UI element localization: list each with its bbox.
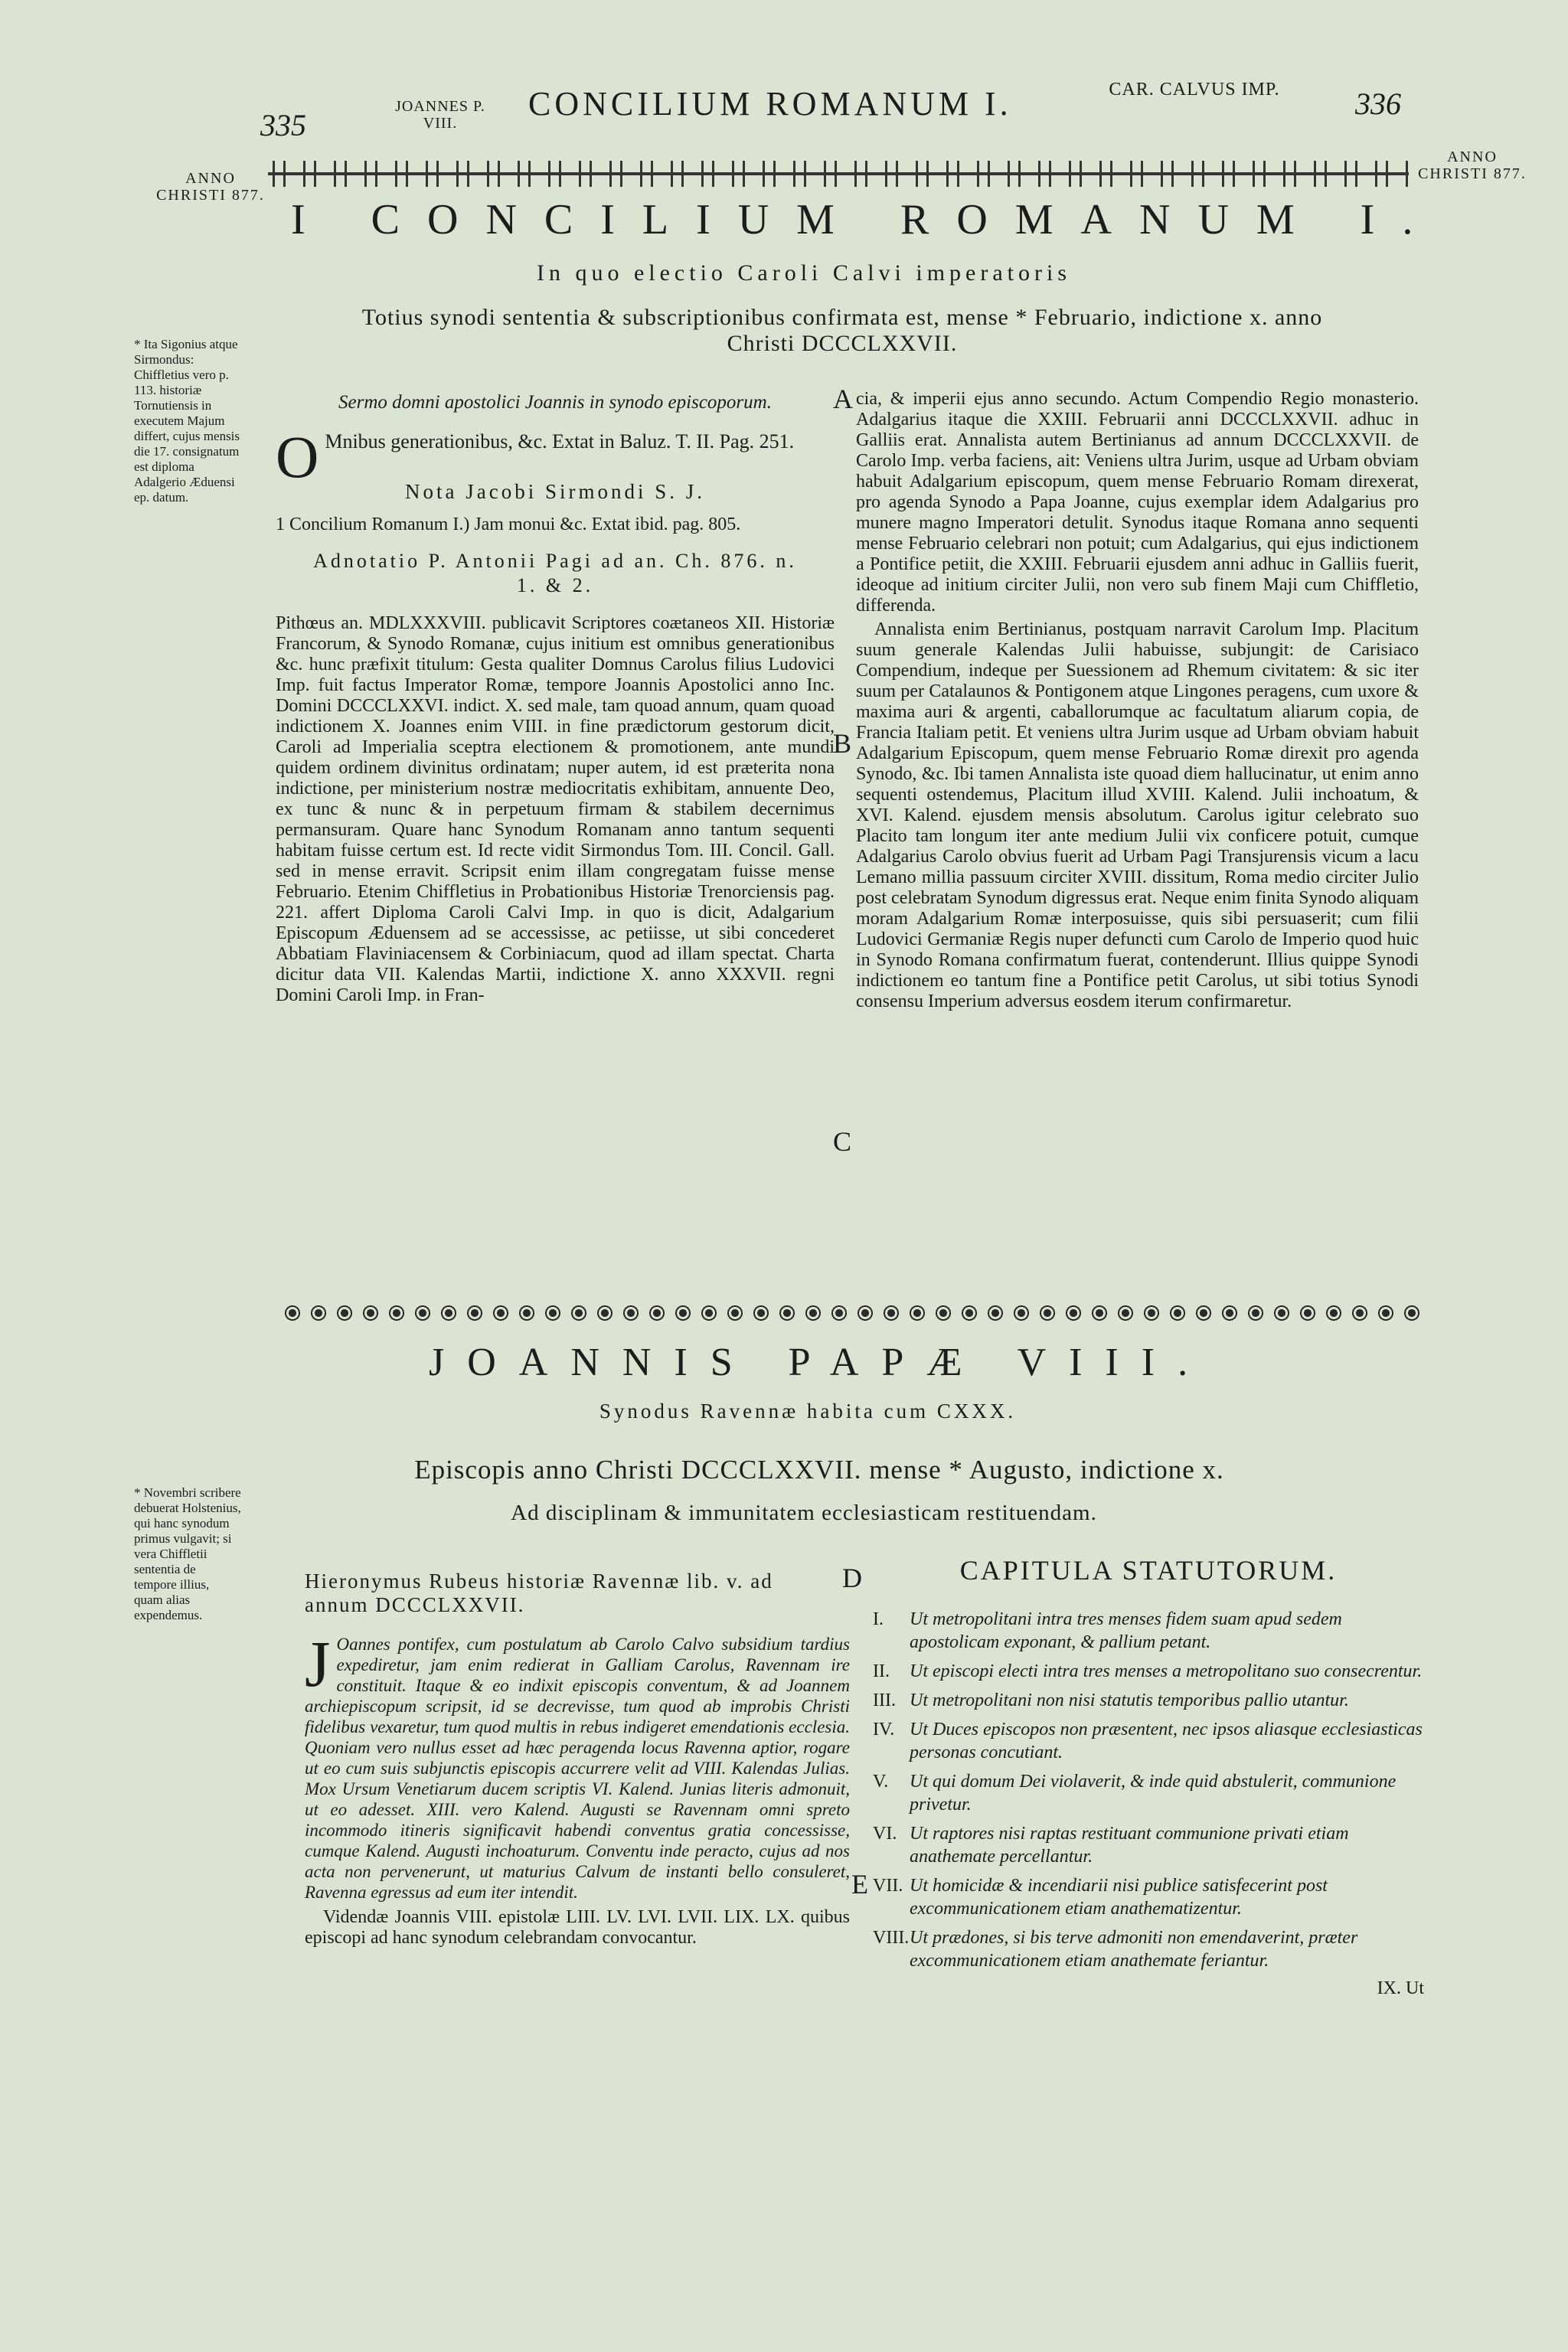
capitula-num: I. xyxy=(873,1609,884,1629)
right-column-1 xyxy=(856,389,1419,1017)
running-head-right: CAR. CALVUS IMP. xyxy=(1109,80,1280,100)
capitula-num: VIII. xyxy=(873,1928,910,1948)
capitula-item xyxy=(873,1718,1424,1764)
capitula-item xyxy=(873,1660,1424,1683)
joannis-title: JOANNIS PAPÆ VIII. xyxy=(429,1341,1211,1384)
capitula-text: Ut homicidæ & incendiarii nisi publice satisfecerint post excommunicationem etiam anathematizentur. xyxy=(910,1876,1328,1919)
capitula-item xyxy=(873,1608,1424,1654)
left-column-2 xyxy=(305,1570,850,1953)
adnotatio-heading: Adnotatio P. Antonii Pagi ad an. Ch. 876. n. 1. & 2. xyxy=(313,550,797,596)
capitula-item xyxy=(873,1770,1424,1816)
capitula-item xyxy=(873,1689,1424,1712)
council-subtitle-2: Totius synodi sententia & subscriptionibus confirmata est, mense * Februario, indictione x. anno Christi DCCCLXXVII. xyxy=(361,305,1323,356)
capitula-item xyxy=(873,1822,1424,1868)
capitula-text: Ut metropolitani non nisi statutis temporibus pallio utantur. xyxy=(910,1690,1349,1710)
capitula-text: Ut prædones, si bis terve admoniti non emendaverint, præter excommunicationem etiam anathemate feriantur. xyxy=(910,1928,1358,1971)
marker-c: C xyxy=(833,1126,852,1157)
right-column-2 xyxy=(873,1554,1424,1999)
drop-cap-j: J xyxy=(305,1627,331,1700)
capitula-text: Ut metropolitani intra tres menses fidem suam apud sedem apostolicam exponant, & pallium petant. xyxy=(910,1609,1342,1652)
videndae-text: Videndæ Joannis VIII. epistolæ LIII. LV. LVI. LVII. LIX. LX. quibus episcopi ad hanc synodum celebrandam convocantur. xyxy=(305,1907,850,1948)
synodus-heading: Synodus Ravennæ habita cum CXXX. xyxy=(599,1400,1017,1423)
catchword: IX. Ut xyxy=(1377,1978,1424,1998)
anno-christi-right: ANNO CHRISTI 877. xyxy=(1418,149,1527,182)
running-head-left: JOANNES P. VIII. xyxy=(395,98,485,132)
drop-cap-o: O xyxy=(276,423,319,490)
omnibus-text: Mnibus generationibus, &c. Extat in Baluz. T. II. Pag. 251. xyxy=(325,430,795,452)
synodus-subtitle-2: Ad disciplinam & immunitatem ecclesiasticam restituendam. xyxy=(511,1501,1097,1525)
capitula-list xyxy=(873,1608,1424,1972)
capitula-text: Ut qui domum Dei violaverit, & inde quid abstulerit, communione privetur. xyxy=(910,1772,1396,1815)
capitula-text: Ut Duces episcopos non præsentent, nec ipsos aliasque ecclesiasticas personas concutiant. xyxy=(910,1720,1423,1762)
capitula-text: Ut episcopi electi intra tres menses a metropolitano suo consecrentur. xyxy=(910,1661,1423,1681)
rubeus-body: Oannes pontifex, cum postulatum ab Carolo Calvo subsidium tardius expediretur, jam enim redierat in Galliam Carolus, Ravennam ire constituit. Itaque & eo indixit episcopis conventum, & ad Joannem archiepiscopum scripsit, id se decrevisse, tum quod ab improbis Christi fidelibus vexaretur, tum quod multis in rebus indigeret emendationis ecclesia. Quoniam vero nullus esset ad hæc peragenda locus Ravenna aptior, rogare ut eo cum suis subjunctis episcopis accurrere velit ad VIII. Kalendas Julias. Mox Ursum Venetiarum ducem scriptis VI. Kalend. Junias literis admonuit, ut eo adesset. XIII. vero Kalend. Augusti se Ravennam omni spreto incommodo itineris significavit habendi conventus gratia concessisse, cumque Kalend. Augusti inchoaturum. Conventu inde peracto, cujus ad nos acta non pervenerunt, ut maturius Calvum de instanti bello consuleret, Ravenna egressus ad eum iter intendit. xyxy=(305,1635,850,1902)
rubeus-text xyxy=(305,1627,850,1903)
header-ornament-band xyxy=(268,161,1409,187)
section-ornament-band xyxy=(279,1302,1420,1325)
capitula-num: II. xyxy=(873,1661,890,1681)
marker-a: A xyxy=(833,384,853,414)
capitula-num: III. xyxy=(873,1690,896,1710)
capitula-heading: CAPITULA STATUTORUM. xyxy=(959,1555,1338,1586)
pagi-text: Pithœus an. MDLXXXVIII. publicavit Scriptores coætaneos XII. Historiæ Francorum, & Synodo Romanæ, cujus initium est omnibus generationibus &c. hunc præfixit titulum: Gesta qualiter Domnus Carolus filius Ludovici Imp. fuit factus Imperator Romæ, tempore Joannis Apostolici anno Inc. Domini DCCCLXXVI. indict. X. sed male, tam quoad annum, quam quoad indictionem X. Joannes enim VIII. in fine prædictorum gestorum dicit, Caroli ad Imperialia sceptra electionem & promotionem, ante mundi quidem ordinem divinitus ordinatam; nuper autem, id est præterita nona indictione, per ministerium nostræ mediocritatis exhibitam, annuente Deo, ex tunc & nunc & in perpetuum firmam & stabilem decernimus permansuram. Quare hanc Synodum Romanam anno tantum sequenti habitam fuisse certum est. Id recte vidit Sirmondus Tom. III. Concil. Gall. sed in mense erravit. Scripsit enim illam congregatam fuisse mense Februario. Etenim Chiffletius in Probationibus Historiæ Trenorciensis pag. 221. affert Diploma Caroli Calvi Imp. in quo is dicit, Adalgarium Episcopum Æduensem ad se accessisse, ac petiisse, ut sibi concederet Abbatiam Flaviniacensem & Corbiniacum, quod ad illam spectat. Charta dicitur data VII. Kalendas Martii, indictione X. anno XXXVII. regni Domini Caroli Imp. in Fran- xyxy=(276,613,835,1005)
right-text-1: cia, & imperii ejus anno secundo. Actum Compendio Regio monasterio. Adalgarius itaque die XXIII. Februarii anni DCCCLXXVII. adhuc in Galliis erat. Annalista autem Bertinianus ad annum DCCCLXXVII. de Carolo Imp. verba faciens, ait: Veniens ultra Jurim, usque ad Urbam obviam habuit Adalgarium episcopum, quem mense Februario Romam direxerat, pro agenda Synodo a Papa Joanne, cujus exemplar idem Adalgarius pro munere magno Imperatori detulit. Synodus itaque Romana anno sequenti mense Februario celebrari non potuit; cum Adalgarius, qui ejus indictionem a Pontifice petiit, die XXIII. Februarii ejusdem anni adhuc in Galliis fuerit, ideoque ad initium circiter Julii, non vero sub finem Maji cum Chiffletio, differenda. xyxy=(856,389,1419,616)
margin-note-2: * Novembri scribere debuerat Holstenius, qui hanc synodum primus vulgavit; si vera Chiffletii sententia de tempore illius, quam alias expendemus. xyxy=(134,1485,241,1622)
marker-d: D xyxy=(842,1563,862,1593)
synodus-subtitle: Episcopis anno Christi DCCCLXXVII. mense * Augusto, indictione x. xyxy=(414,1455,1224,1485)
capitula-item xyxy=(873,1926,1424,1972)
nota-text: 1 Concilium Romanum I.) Jam monui &c. Extat ibid. pag. 805. xyxy=(276,514,741,534)
marker-b: B xyxy=(833,728,852,759)
omnibus-paragraph xyxy=(276,423,835,490)
council-subtitle: In quo electio Caroli Calvi imperatoris xyxy=(536,260,1072,286)
council-title: I CONCILIUM ROMANUM I. xyxy=(291,196,1441,243)
page-number-right: 336 xyxy=(1355,87,1401,121)
marker-e: E xyxy=(851,1869,868,1900)
capitula-num: VII. xyxy=(873,1876,903,1896)
right-text-2: Annalista enim Bertinianus, postquam narravit Carolum Imp. Placitum suum generale Kalendas Julii habuisse, subjungit: de Carisiaco Compendium, indeque per Suessionem ad Rhemum civitatem: & sic iter suum per Catalaunos & Pontigonem atque Lingones peragens, cum uxore & maxima auri & argenti, caballorumque ac facultatum aliarum copia, de Francia Italiam petit. Et veniens ultra Jurim usque ad Urbam obviam habuit Adalgarium Episcopum, quem mense Februario Romæ direxit pro agenda Synodo, &c. Ibi tamen Annalista iste quoad diem hallucinatur, ut enim anno sequenti ostendemus, Placitum illud XVIII. Kalend. Julii inchoatum, & XVI. Kalend. ejusdem mensis absolutum. Carolus igitur celebrato suo Placito tam longum iter ante medium Julii vix conficere potuit, cumque Adalgarius Carolo obvius fuerit ad Urbam Pagi Transjurensis vicum a lacu Lemano millia passuum circiter XVIII. dissitum, Roma medio circiter Julio post celebratam Synodum digressus erat. Neque enim finita Synodo aliquam moram Adalgarium Romæ interposuisse, quis sibi persuaserit; cum filii Ludovici Germaniæ Regis nuper defuncti cum Carolo de Imperio quod huic in Synodo Romana confirmatum fuerat, contenderunt. Illius quippe Synodi indictionem eo tantum fine a Pontifice petit Carolus, ut sibi totius Synodi consensu Imperium adversus eosdem iterum confirmaretur. xyxy=(856,619,1419,1011)
left-column-1 xyxy=(276,390,835,1006)
anno-christi-left: ANNO CHRISTI 877. xyxy=(156,170,265,204)
page-number-left: 335 xyxy=(260,108,306,142)
capitula-item xyxy=(873,1874,1424,1920)
source-heading: Hieronymus Rubeus historiæ Ravennæ lib. v. ad annum DCCCLXXVII. xyxy=(305,1570,773,1616)
capitula-num: IV. xyxy=(873,1720,895,1740)
capitula-text: Ut raptores nisi raptas restituant communione privati etiam anathemate percellantur. xyxy=(910,1824,1349,1867)
sermo-heading: Sermo domni apostolici Joannis in synodo episcoporum. xyxy=(338,392,772,413)
running-head-title: CONCILIUM ROMANUM I. xyxy=(528,85,1012,122)
margin-note-1: * Ita Sigonius atque Sirmondus: Chiffletius vero p. 113. historiæ Tornutiensis in executem Majum differt, cujus mensis die 17. consignatum est diploma Adalgerio Æduensi ep. datum. xyxy=(134,337,240,505)
capitula-num: V. xyxy=(873,1772,889,1792)
capitula-num: VI. xyxy=(873,1824,897,1844)
nota-heading: Nota Jacobi Sirmondi S. J. xyxy=(405,480,705,503)
